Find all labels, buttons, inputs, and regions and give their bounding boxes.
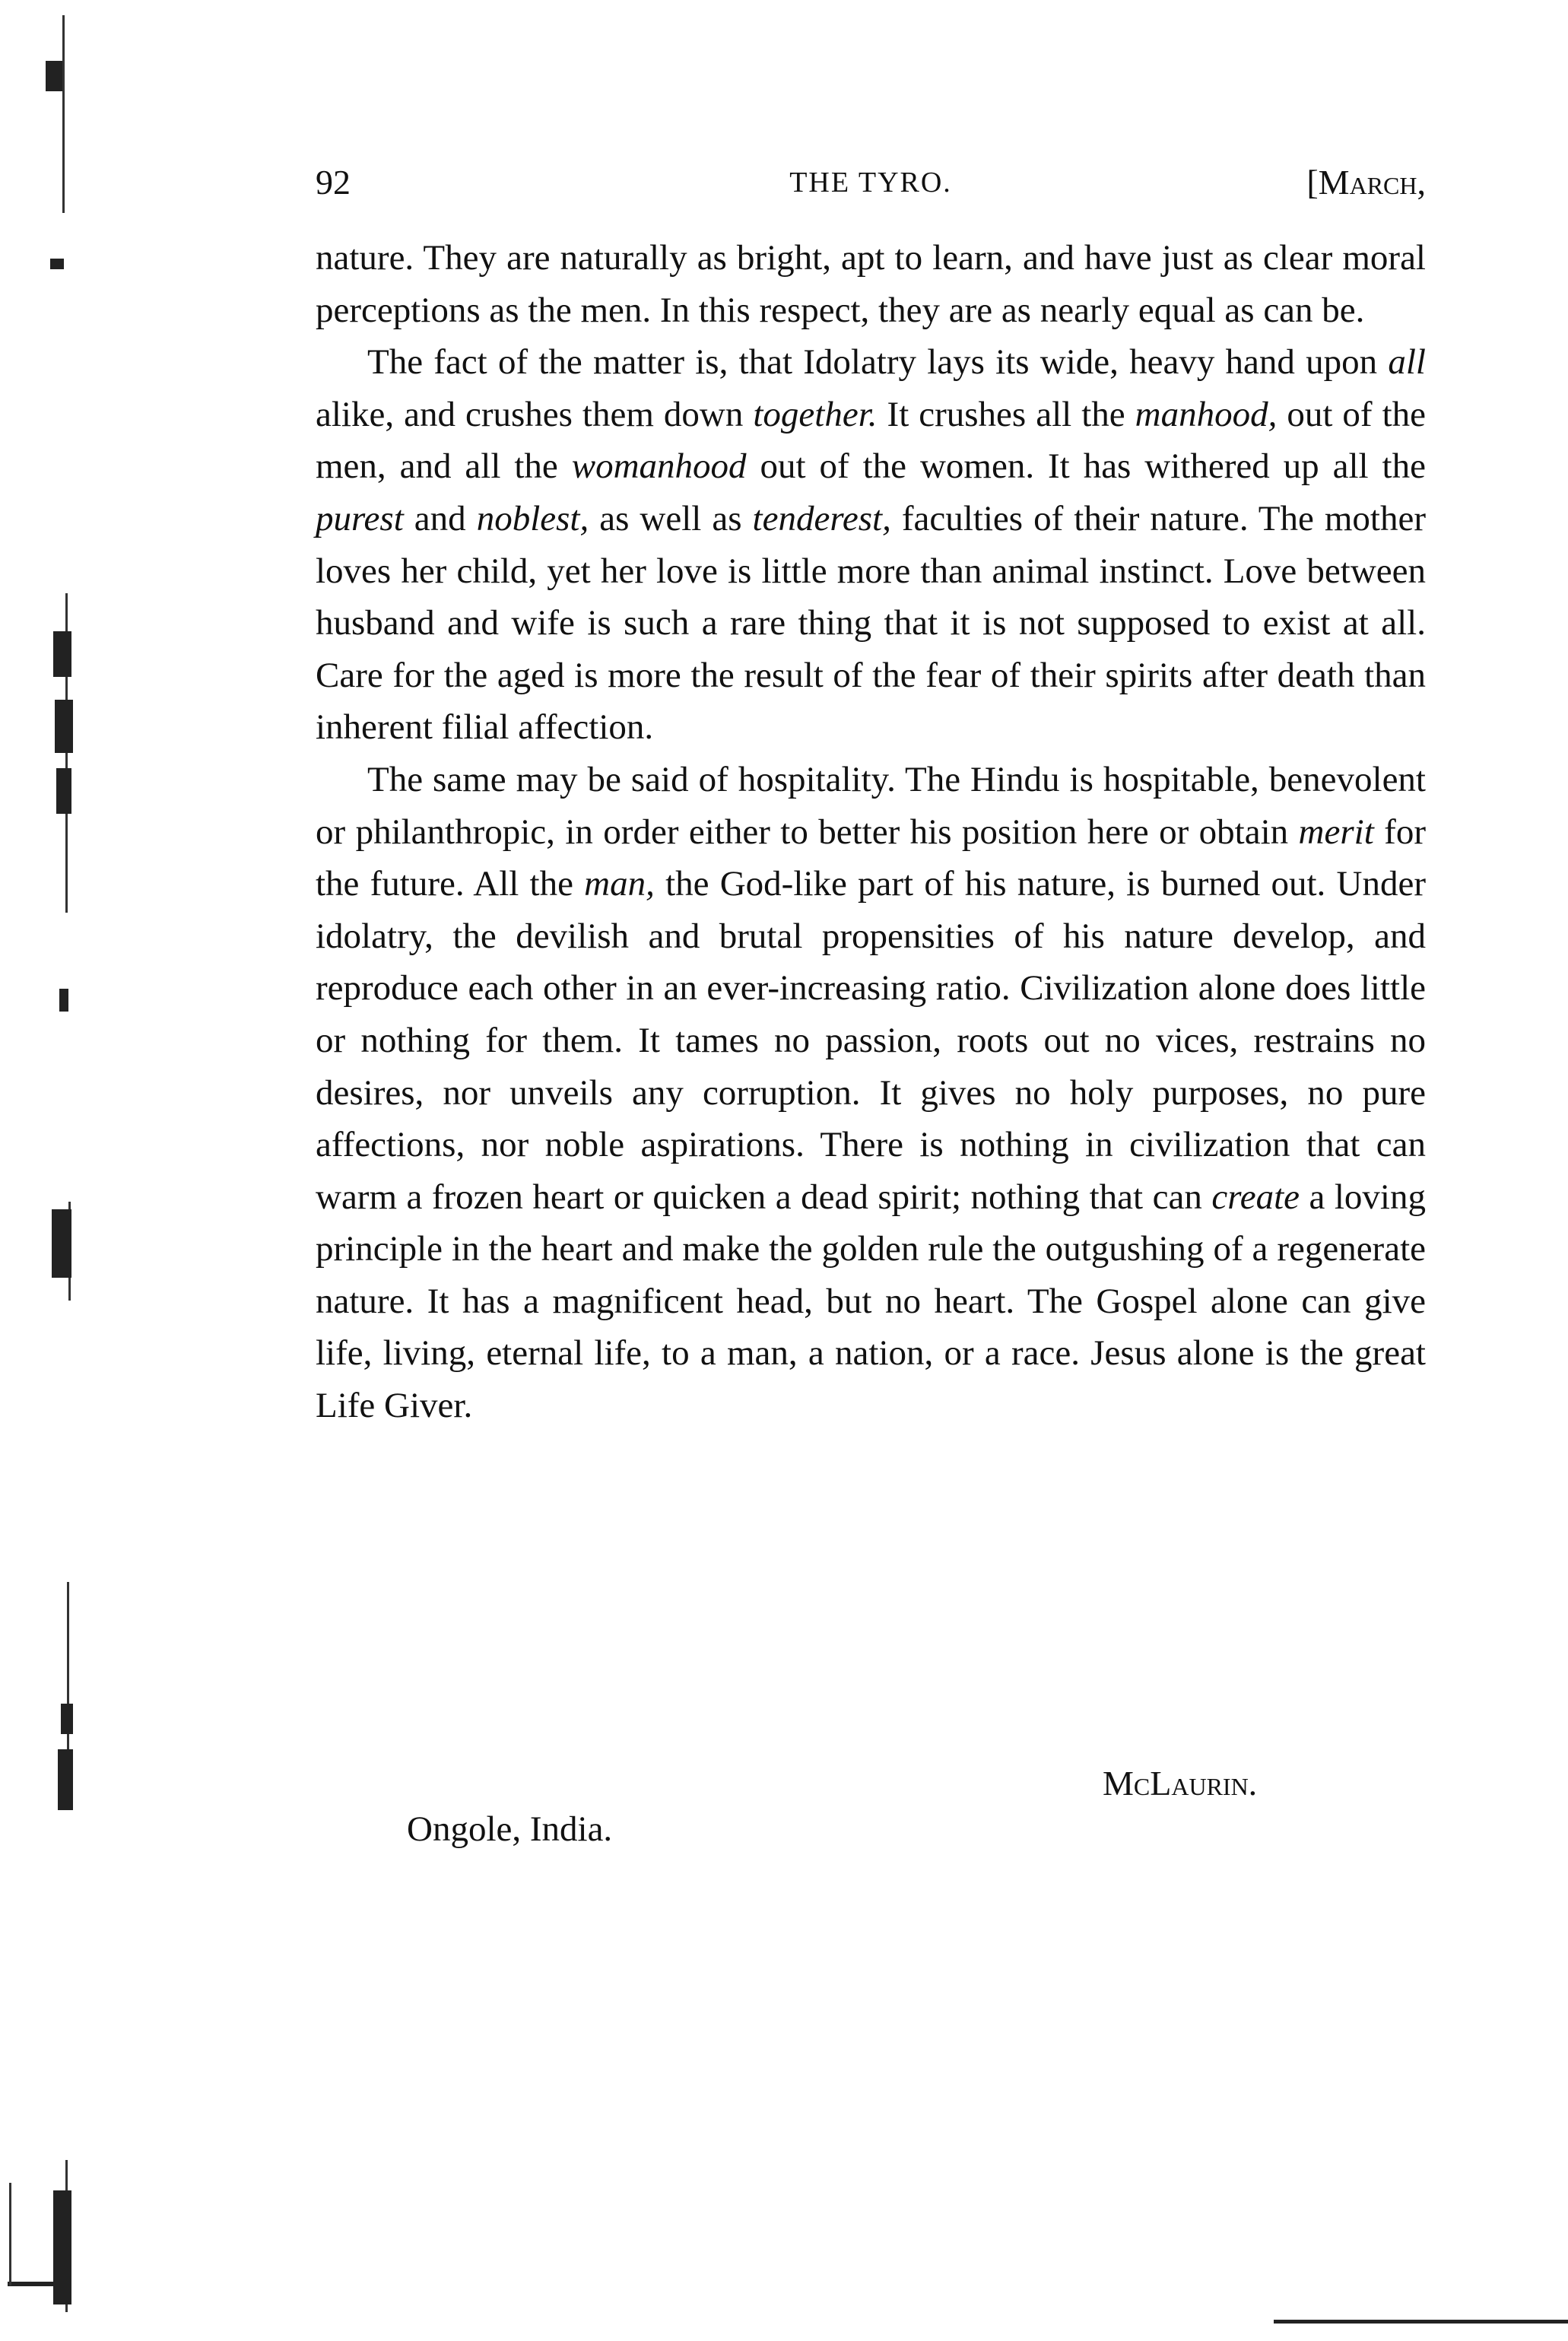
italic-run: womanhood bbox=[571, 446, 747, 487]
paragraph-3 bbox=[316, 754, 1426, 1432]
text-run: nature. They are naturally as bright, apt to learn, and have just as clear moral perceptions as the men. In this respect, they are as nearly equal as can be. bbox=[316, 238, 1426, 330]
paragraph-1 bbox=[316, 232, 1426, 336]
italic-run: together. bbox=[753, 394, 878, 434]
running-date: [March, bbox=[1306, 163, 1426, 202]
text-run: The fact of the matter is, that Idolatry lays its wide, heavy hand upon bbox=[367, 342, 1389, 383]
article-body bbox=[316, 232, 1426, 1432]
italic-run: manhood, bbox=[1135, 394, 1278, 434]
dateline-location: Ongole, India. bbox=[407, 1809, 613, 1849]
italic-run: purest bbox=[316, 498, 404, 538]
text-run: for the future. All the bbox=[316, 812, 1426, 904]
text-run: and bbox=[403, 498, 477, 538]
italic-run: man, bbox=[584, 864, 655, 904]
text-run: It crushes all the bbox=[877, 394, 1135, 434]
text-run: faculties of their nature. The mother loves her child, yet her love is little more than animal instinct. Love between husband and wife is such a rare thing that it is not supposed to exist at all. Care for the aged is more the result of the fear of their spirits after death than inherent filial affection. bbox=[316, 498, 1426, 748]
binding-margin-noise bbox=[0, 0, 183, 2341]
italic-run: tenderest, bbox=[752, 498, 891, 538]
running-header bbox=[316, 160, 1426, 205]
text-run: a loving principle in the heart and make the golden rule the outgushing of a regenerate nature. It has a magnificent head, but no heart. The Gospel alone can give life, living, eternal life, to a man, a nation, or a race. Jesus alone is the great Life Giver. bbox=[316, 1177, 1426, 1426]
text-run: the God-like part of his nature, is burned out. Under idolatry, the devilish and brutal propensities of his nature develop, and reproduce each other in an ever-increasing ratio. Civilization alone does little or nothing for them. It tames no passion, roots out no vices, restrains no desires, nor unveils any corruption. It gives no holy purposes, no pure affections, nor noble aspirations. There is nothing in civilization that can warm a frozen heart or quicken a dead spirit; nothing that can bbox=[316, 864, 1426, 1217]
page-edge-rule bbox=[1274, 2320, 1568, 2324]
text-run: out of the women. It has withered up all the bbox=[746, 446, 1426, 487]
italic-run: noblest, bbox=[476, 498, 589, 538]
running-title: THE TYRO. bbox=[789, 167, 952, 199]
text-run: The same may be said of hospitality. The Hindu is hospitable, benevolent or philanthropic, in order either to better his position here or obtain bbox=[316, 759, 1426, 852]
italic-run: all bbox=[1388, 342, 1426, 383]
italic-run: create bbox=[1211, 1177, 1300, 1217]
paragraph-2 bbox=[316, 336, 1426, 754]
page-number: 92 bbox=[316, 163, 351, 202]
text-run: out of the men, and all the bbox=[316, 394, 1426, 487]
text-run: alike, and crushes them down bbox=[316, 394, 754, 434]
italic-run: merit bbox=[1298, 812, 1374, 852]
author-signature: McLaurin. bbox=[1103, 1764, 1258, 1803]
text-run: as well as bbox=[589, 498, 753, 538]
